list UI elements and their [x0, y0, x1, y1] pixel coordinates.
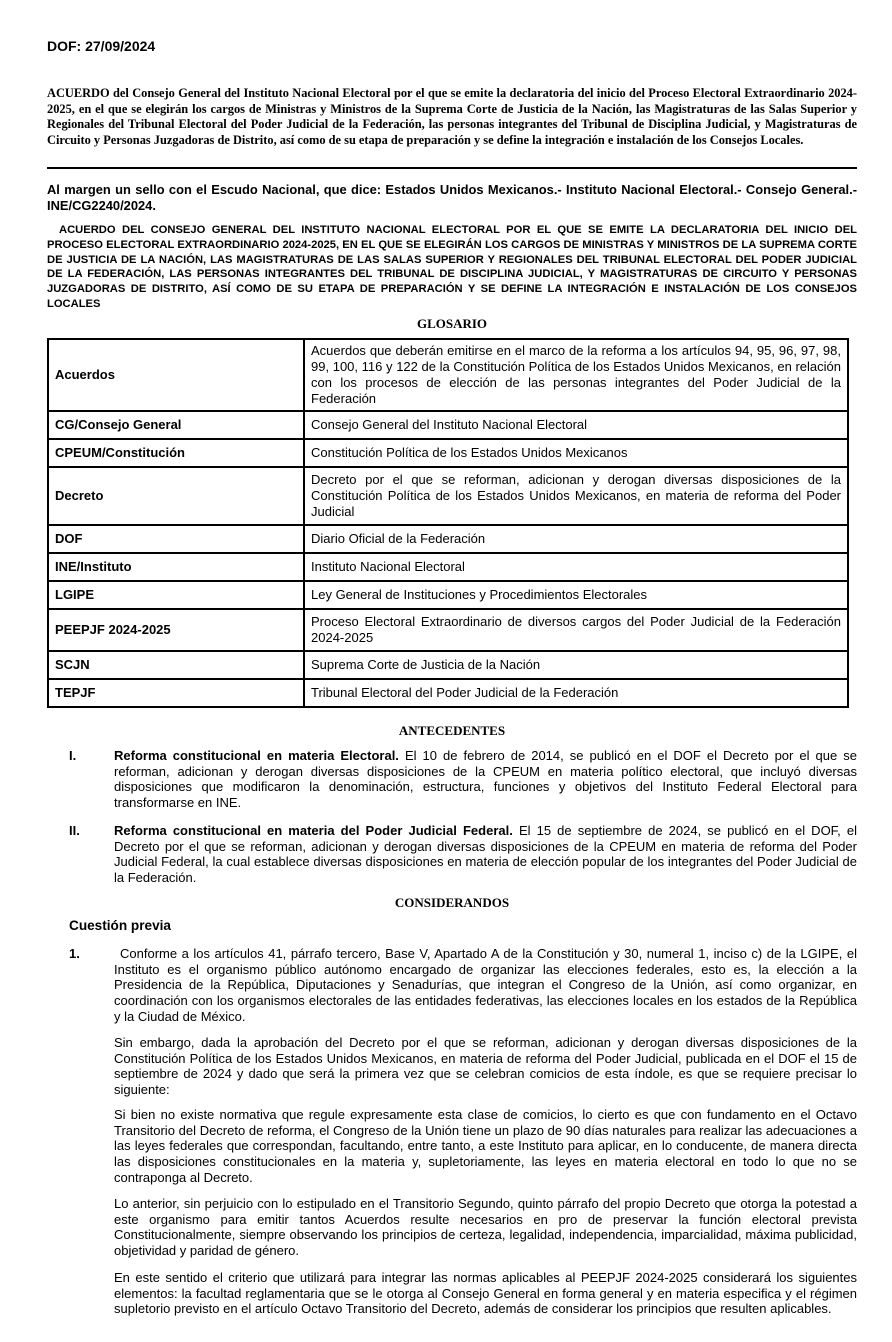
glossary-term: PEEPJF 2024-2025: [48, 609, 304, 651]
glossary-definition: Acuerdos que deberán emitirse en el marco de la reforma a los artículos 94, 95, 96, 97, 98, 99, 100, 116 y 122 de la Constitución Política de los Estados Unidos Mexicanos, en relación con los procesos de elección de las personas integrantes del Poder Judicial de la Federación: [304, 339, 848, 411]
antecedente-item: [69, 823, 857, 886]
antecedente-number: I.: [69, 748, 77, 763]
glossary-definition: Instituto Nacional Electoral: [304, 553, 848, 581]
glossary-definition: Diario Oficial de la Federación: [304, 525, 848, 553]
glossary-term: SCJN: [48, 651, 304, 679]
table-row: [48, 339, 848, 411]
glossary-term: CPEUM/Constitución: [48, 439, 304, 467]
considerando-paragraph: Conforme a los artículos 41, párrafo tercero, Base V, Apartado A de la Constitución y 30, numeral 1, inciso c) de la LGIPE, el Instituto es el organismo público autónomo encargado de organizar las elecciones federales, esto es, la elección a la Presidencia de la República, Diputaciones y Senadurías, que integran el Congreso de la Unión, así como organizar, en coordinación con los organismos electorales de las entidades federativas, las elecciones locales en los estados de la República y la Ciudad de México.: [114, 946, 857, 1024]
glossary-definition: Consejo General del Instituto Nacional Electoral: [304, 411, 848, 439]
subheading-cuestion-previa: Cuestión previa: [69, 918, 171, 933]
table-row: [48, 439, 848, 467]
glossary-term: DOF: [48, 525, 304, 553]
dof-date: DOF: 27/09/2024: [47, 38, 156, 54]
antecedente-body: [114, 823, 857, 886]
glossary-term: Decreto: [48, 467, 304, 525]
considerandos-heading: CONSIDERANDOS: [394, 895, 510, 910]
table-row: [48, 609, 848, 651]
margin-note: Al margen un sello con el Escudo Nacional, que dice: Estados Unidos Mexicanos.- Instituto Nacional Electoral.- Consejo General.- INE/CG2240/2024.: [47, 182, 857, 213]
glossary-definition: Proceso Electoral Extraordinario de diversos cargos del Poder Judicial de la Federación 2024-2025: [304, 609, 848, 651]
table-row: [48, 467, 848, 525]
glossary-term: LGIPE: [48, 581, 304, 609]
antecedente-lead: Reforma constitucional en materia del Poder Judicial Federal.: [114, 823, 513, 838]
glossary-definition: Constitución Política de los Estados Unidos Mexicanos: [304, 439, 848, 467]
glossary-heading: GLOSARIO: [416, 316, 488, 331]
antecedente-body: [114, 748, 857, 811]
antecedente-lead: Reforma constitucional en materia Electoral.: [114, 748, 399, 763]
antecedente-item: [69, 748, 857, 811]
antecedente-number: II.: [69, 823, 80, 838]
antecedentes-heading: ANTECEDENTES: [398, 723, 506, 738]
considerando-paragraph: En este sentido el criterio que utilizará para integrar las normas aplicables al PEEPJF 2024-2025 considerará los siguientes elementos: la facultad reglamentaria que se le otorga al Consejo General en forma general y en materia especifica y el régimen supletorio previsto en el artículo Octavo Transitorio del Decreto, además de considerar los principios que resulten aplicables.: [114, 1270, 857, 1317]
table-row: [48, 651, 848, 679]
table-row: [48, 525, 848, 553]
considerando-paragraph: Lo anterior, sin perjuicio con lo estipulado en el Transitorio Segundo, quinto párrafo del propio Decreto que otorga la potestad a este organismo para emitir tantos Acuerdos resulte necesarios en pro de preservar la función electoral prevista Constitucionalmente, siempre observando los principios de certeza, legalidad, independencia, imparcialidad, máxima publicidad, objetividad y paridad de género.: [114, 1196, 857, 1259]
glossary-definition: Tribunal Electoral del Poder Judicial de la Federación: [304, 679, 848, 707]
glossary-definition: Suprema Corte de Justicia de la Nación: [304, 651, 848, 679]
title-divider: [47, 167, 857, 169]
table-row: [48, 553, 848, 581]
antecedente-text: El 15 de septiembre de 2024, se publicó en el DOF, el Decreto por el que se reforman, adicionan y derogan diversas disposiciones de la CPEUM en materia de reforma del Poder Judicial Federal, la cual establece diversas disposiciones en materia de elección popular de los integrantes del Poder Judicial de la Federación.: [114, 823, 858, 886]
glossary-term: CG/Consejo General: [48, 411, 304, 439]
glossary-term: INE/Instituto: [48, 553, 304, 581]
considerando-number: 1.: [69, 946, 80, 961]
table-row: [48, 581, 848, 609]
antecedente-text: El 10 de febrero de 2014, se publicó en el DOF el Decreto por el que se reforman, adicionan y derogan diversas disposiciones de la CPEUM en materia político electoral, que incluyó diversas disposiciones que modificaron la denominación, estructura, funciones y objetivos del Instituto Federal Electoral para transformarse en INE.: [114, 748, 857, 811]
table-row: [48, 411, 848, 439]
caps-title: ACUERDO DEL CONSEJO GENERAL DEL INSTITUTO NACIONAL ELECTORAL POR EL QUE SE EMITE LA DECLARATORIA DEL INICIO DEL PROCESO ELECTORAL EXTRAORDINARIO 2024-2025, EN EL QUE SE ELEGIRÁN LOS CARGOS DE MINISTRAS Y MINISTROS DE LA SUPREMA CORTE DE JUSTICIA DE LA NACIÓN, LAS MAGISTRATURAS DE LAS SALAS SUPERIOR Y REGIONALES DEL TRIBUNAL ELECTORAL DEL PODER JUDICIAL DE LA FEDERACIÓN, LAS PERSONAS INTEGRANTES DEL TRIBUNAL DE DISCIPLINA JUDICIAL, Y MAGISTRATURAS DE CIRCUITO Y PERSONAS JUZGADORAS DE DISTRITO, ASÍ COMO DE SU ETAPA DE PREPARACIÓN Y SE DEFINE LA INTEGRACIÓN E INSTALACIÓN DE LOS CONSEJOS LOCALES: [47, 224, 857, 310]
document-title: ACUERDO del Consejo General del Instituto Nacional Electoral por el que se emite la declaratoria del inicio del Proceso Electoral Extraordinario 2024-2025, en el que se elegirán los cargos de Ministras y Ministros de la Suprema Corte de Justicia de la Nación, las Magistraturas de las Salas Superior y Regionales del Tribunal Electoral del Poder Judicial de la Federación, las personas integrantes del Tribunal de Disciplina Judicial, y Magistraturas de Circuito y Personas Juzgadoras de Distrito, así como de su etapa de preparación y se define la integración e instalación de los Consejos Locales.: [47, 86, 857, 147]
glossary-term: TEPJF: [48, 679, 304, 707]
glossary-definition: Decreto por el que se reforman, adicionan y derogan diversas disposiciones de la Constitución Política de los Estados Unidos Mexicanos, en materia de reforma del Poder Judicial: [304, 467, 848, 525]
glossary-table: [47, 338, 849, 708]
considerando-paragraph: Sin embargo, dada la aprobación del Decreto por el que se reforman, adicionan y derogan diversas disposiciones de la Constitución Política de los Estados Unidos Mexicanos, en materia de reforma del Poder Judicial, publicada en el DOF el 15 de septiembre de 2024 y dado que será la primera vez que se celebran comicios de esta índole, es que se requiere precisar lo siguiente:: [114, 1035, 857, 1098]
glossary-term: Acuerdos: [48, 339, 304, 411]
glossary-definition: Ley General de Instituciones y Procedimientos Electorales: [304, 581, 848, 609]
table-row: [48, 679, 848, 707]
considerando-paragraph: Si bien no existe normativa que regule expresamente esta clase de comicios, lo cierto es que con fundamento en el Octavo Transitorio del Decreto de reforma, el Congreso de la Unión tiene un plazo de 90 días naturales para realizar las adecuaciones a las leyes federales que correspondan, facultando, entre tanto, a este Instituto para aplicar, en lo conducente, de manera directa las disposiciones constitucionales en la materia y, supletoriamente, las leyes en materia electoral en todo lo que no se contraponga al Decreto.: [114, 1107, 857, 1185]
